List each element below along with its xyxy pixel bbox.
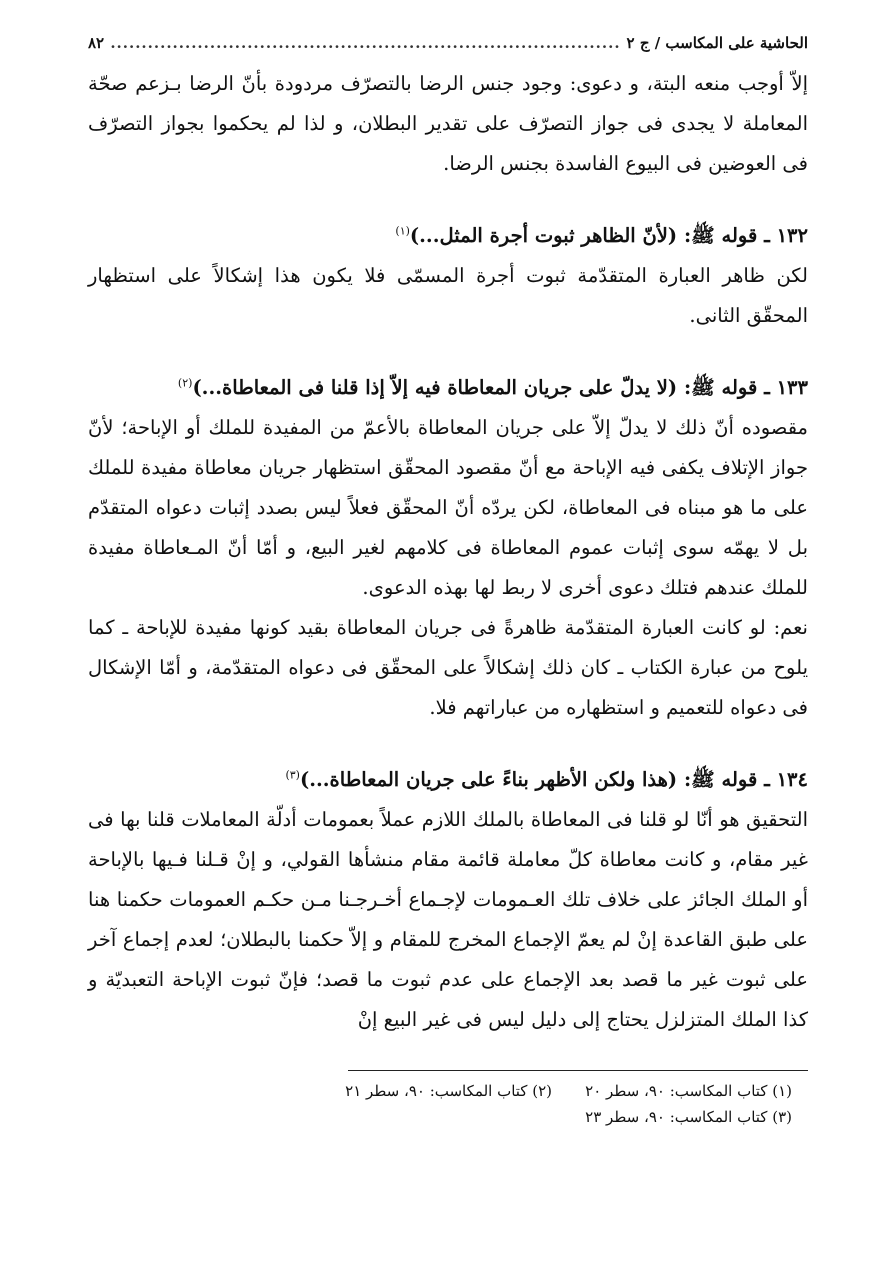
section-heading-132	[88, 216, 808, 256]
paragraph-continuation: إلاّ أوجب منعه البتة، و دعوى: وجود جنس الرضا بالتصرّف مردودة بأنّ الرضا بـزعم صحّة المعاملة لا يجدى فى جواز التصرّف على تقدير البطلان، و لذا لم يحكموا بجواز التصرّف فى العوضين فى البيوع الفاسدة بجنس الرضا.	[88, 72, 808, 175]
footnote-marker: (٣)	[285, 768, 300, 782]
heading-text: ١٣٣ ـ قوله ﷺ: (لا يدلّ على جريان المعاطاة فيه إلاّ إذا قلنا فى المعاطاة...)	[192, 376, 808, 399]
footnote-2: (٢) كتاب المكاسب: ٩٠، سطر ٢١	[345, 1082, 552, 1100]
spacer	[88, 336, 808, 368]
footnote-marker: (٢)	[177, 376, 193, 390]
heading-text: ١٣٤ ـ قوله ﷺ: (هذا ولكن الأظهر بناءً على جريان المعاطاة...)	[299, 768, 808, 791]
page-number: ٨٢	[88, 34, 105, 52]
section-heading-134	[88, 760, 808, 800]
footnote-3: (٣) كتاب المكاسب: ٩٠، سطر ٢٣	[585, 1108, 792, 1126]
footnote-1: (١) كتاب المكاسب: ٩٠، سطر ٢٠	[585, 1082, 792, 1100]
footnotes	[88, 1079, 808, 1129]
spacer	[88, 728, 808, 760]
book-page	[88, 34, 808, 1129]
running-title: الحاشية على المكاسب / ج ٢	[626, 34, 808, 52]
section-heading-133	[88, 368, 808, 408]
running-header	[88, 34, 808, 64]
heading-text: ١٣٢ ـ قوله ﷺ: (لأنّ الظاهر ثبوت أجرة المثل...)	[409, 224, 808, 247]
paragraph-133-b: نعم: لو كانت العبارة المتقدّمة ظاهرةً فى جريان المعاطاة بقيد كونها مفيدة للإباحة ـ كما يلوح من عبارة الكتاب ـ كان ذلك إشكالاً على المحقّق فى دعواه المتقدّمة، و أمّا الإشكال فى دعواه للتعميم و استظهاره من عباراتهم فلا.	[88, 616, 808, 719]
paragraph-134: التحقيق هو أنّا لو قلنا فى المعاطاة بالملك اللازم عملاً بعمومات أدلّة المعاملات قلنا بها فى غير مقام، و كانت معاطاة كلّ معاملة قائمة مقام منشأها القولي، و إنْ قـلنا فـيها بالإباحة أو الملك الجائز على خلاف تلك العـمومات لإجـماع أخـرجـنا مـن حكـم العمومات حكمنا هنا على طبق القاعدة إنْ لم يعمّ الإجماع المخرج للمقام و إلاّ حكمنا بالبطلان؛ لعدم إجماع آخر على ثبوت غير ما قصد بعد الإجماع على عدم ثبوت ما قصد؛ فإنّ ثبوت الإباحة التعبديّة و كذا الملك المتزلزل يحتاج إلى دليل ليس فى غير البيع إنْ	[88, 808, 808, 1031]
paragraph-133-a: مقصوده أنّ ذلك لا يدلّ إلاّ على جريان المعاطاة بالأعمّ من المفيدة للملك أو الإباحة؛ لأنّ جواز الإتلاف يكفى فيه الإباحة مع أنّ مقصود المحقّق استظهار جريان معاطاة مفيدة للملك على ما هو مبناه فى المعاطاة، لكن يردّه أنّ المحقّق فعلاً ليس بصدد إثبات دعواه المتقدّم بل لا يهمّه سوى إثبات عموم المعاطاة فى كلامهم لغير البيع، و أمّا أنّ المـعاطاة مفيدة للملك عندهم فتلك دعوى أخرى لا ربط لها بهذه الدعوى.	[88, 416, 809, 599]
spacer	[88, 184, 808, 216]
leader-dots	[110, 34, 620, 52]
footnote-marker: (١)	[395, 224, 410, 238]
footnote-separator	[348, 1070, 808, 1071]
paragraph-132: لكن ظاهر العبارة المتقدّمة ثبوت أجرة المسمّى فلا يكون هذا إشكالاً على استظهار المحقّق الثانى.	[88, 264, 808, 327]
